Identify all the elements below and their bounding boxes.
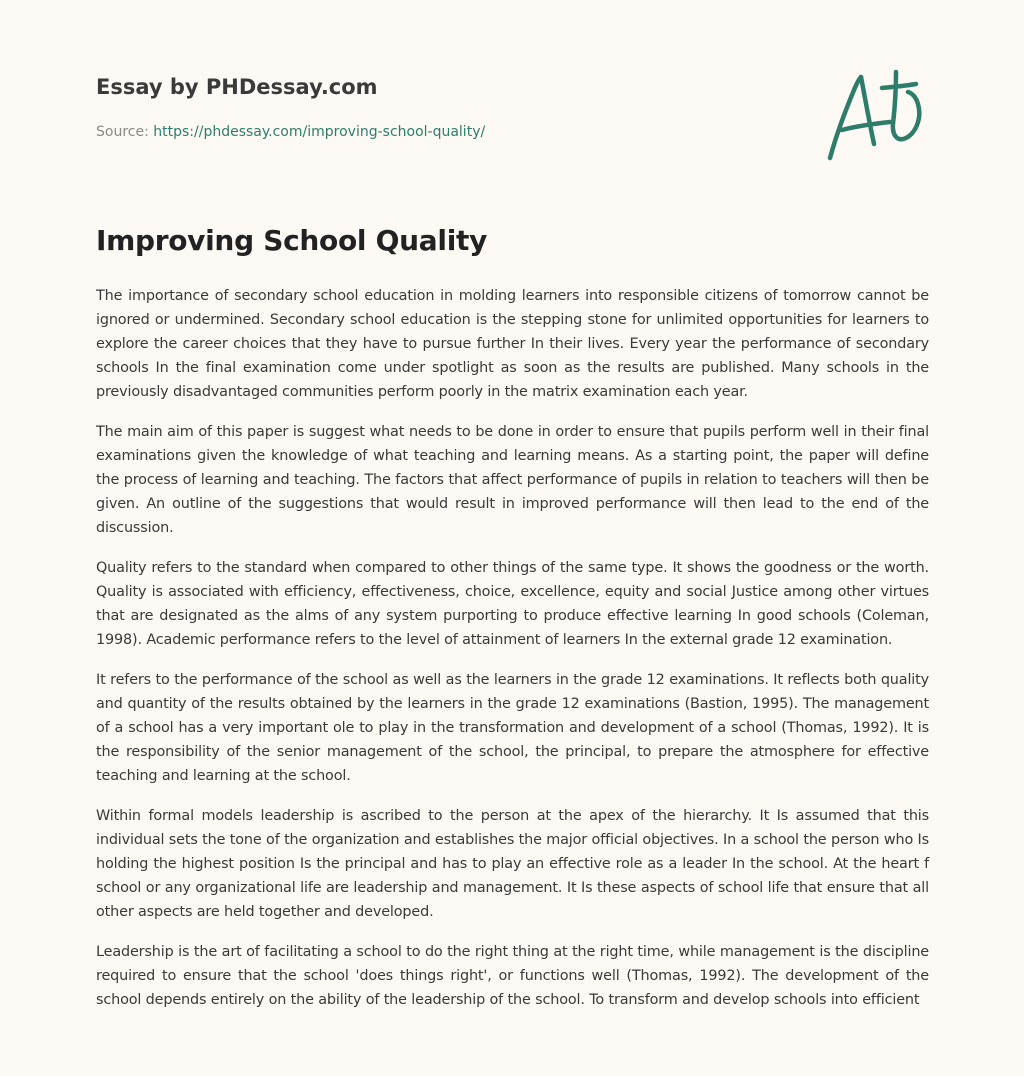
essay-paragraph: Leadership is the art of facilitating a school to do the right thing at the right time, while management is the discipline required to ensure that the school 'does things right', or functions well (Thomas, 1992). The development of the school depends entirely on the ability of the leadership of the school. To transform and develop schools into efficient: [96, 944, 929, 1008]
essay-body: [96, 284, 929, 1028]
source-line: [96, 124, 485, 140]
essay-paragraph: Within formal models leadership is ascribed to the person at the apex of the hierarchy. It Is assumed that this individual sets the tone of the organization and establishes the major official objectives. In a school the person who Is holding the highest position Is the principal and has to play an effective role as a leader In the school. At the heart f school or any organizational life are leadership and management. It Is these aspects of school life that ensure that all other aspects are held together and developed.: [96, 808, 929, 920]
essay-paragraph: It refers to the performance of the school as well as the learners in the grade 12 examinations. It reflects both quality and quantity of the results obtained by the learners in the grade 12 examinations (Bastion, 1995). The management of a school has a very important ole to play in the transformation and development of a school (Thomas, 1992). It is the responsibility of the senior management of the school, the principal, to prepare the atmosphere for effective teaching and learning at the school.: [96, 672, 929, 784]
essay-paragraph: Quality refers to the standard when compared to other things of the same type. It shows the goodness or the worth. Quality is associated with efficiency, effectiveness, choice, excellence, equity and social Justice among other virtues that are designated as the alms of any system purporting to produce effective learning In good schools (Coleman, 1998). Academic performance refers to the level of attainment of learners In the external grade 12 examination.: [96, 560, 929, 648]
source-link[interactable]: https://phdessay.com/improving-school-quality/: [153, 124, 486, 140]
site-title: Essay by PHDessay.com: [96, 75, 378, 99]
essay-title: Improving School Quality: [96, 224, 488, 257]
essay-paragraph: The importance of secondary school education in molding learners into responsible citizens of tomorrow cannot be ignored or undermined. Secondary school education is the stepping stone for unlimited opportunities for learners to explore the career choices that they have to pursue further In their lives. Every year the performance of secondary schools In the final examination come under spotlight as soon as the results are published. Many schools in the previously disadvantaged communities perform poorly in the matrix examination each year.: [96, 288, 929, 400]
a-plus-logo-icon: [818, 66, 928, 166]
essay-paragraph: The main aim of this paper is suggest what needs to be done in order to ensure that pupils perform well in their final examinations given the knowledge of what teaching and learning means. As a starting point, the paper will define the process of learning and teaching. The factors that affect performance of pupils in relation to teachers will then be given. An outline of the suggestions that would result in improved performance will then lead to the end of the discussion.: [96, 424, 929, 536]
source-label: Source:: [96, 124, 154, 140]
